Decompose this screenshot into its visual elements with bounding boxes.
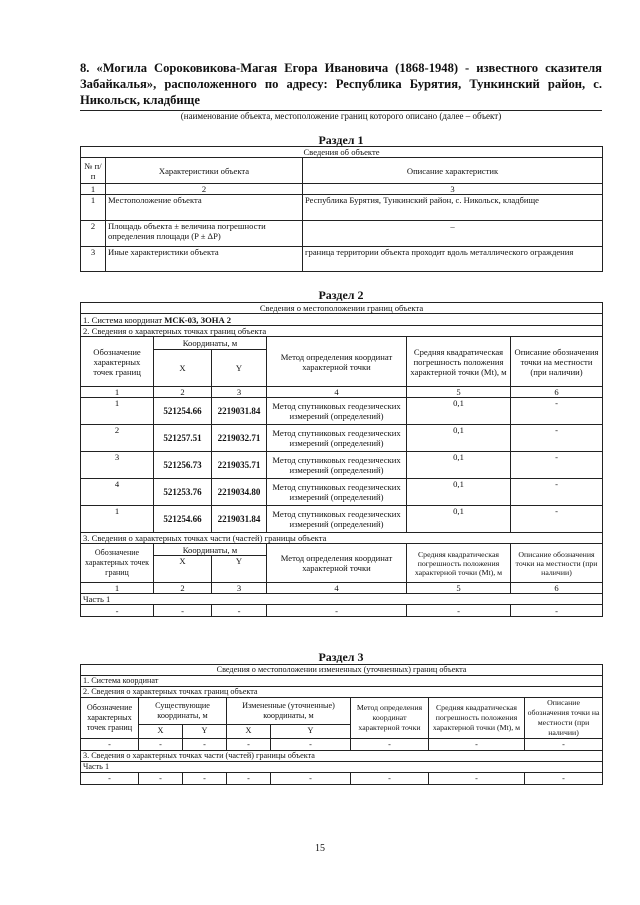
header-method: Метод определения координат характерной точки [267,337,407,387]
point-y: 2219034.80 [212,479,267,506]
point-id: 2 [81,425,154,452]
s3-header-description: Описание обозначения точки на местности (при наличии) [525,698,603,739]
points-label: 2. Сведения о характерных точках границ объекта [81,326,603,337]
section1-header-num: № п/п [81,158,106,184]
point-method: Метод спутниковых геодезических измерений (определений) [267,425,407,452]
point-id: 1 [81,506,154,533]
column-number: 1 [81,583,154,594]
s3-part-points-label: 3. Сведения о характерных точках части (частей) границы объекта [81,751,603,762]
point-mt: 0,1 [407,506,511,533]
coord-system-row [81,314,603,326]
part-header-coords: Координаты, м [154,544,267,556]
point-mt: 0,1 [407,425,511,452]
section2-table [80,302,603,617]
row-num: 2 [81,221,106,247]
s3-header-method: Метод определения координат характерной точки [351,698,429,739]
part-header-x: X [154,556,212,583]
column-number: 1 [81,387,154,398]
point-method: Метод спутниковых геодезических измерений (определений) [267,452,407,479]
row-num: 1 [81,195,106,221]
s3-header-x: X [227,724,271,738]
section1-table [80,146,603,272]
column-number: 6 [511,387,603,398]
s3-header-x: X [139,724,183,738]
point-method: Метод спутниковых геодезических измерений (определений) [267,506,407,533]
part-cell: - [81,605,154,617]
s3-header-accuracy: Средняя квадратическая погрешность положения характерной точки (Mt), м [429,698,525,739]
s3-part-cell: - [227,773,271,785]
table-row [81,479,603,506]
section3-points-label: 2. Сведения о характерных точках границ объекта [81,687,603,698]
s3-part-cell: - [139,773,183,785]
s3-cell: - [139,739,183,751]
section3-table [80,664,603,785]
row-description: граница территории объекта проходит вдоль металлического ограждения [303,247,603,272]
point-method: Метод спутниковых геодезических измерений (определений) [267,479,407,506]
row-num: 3 [81,247,106,272]
s3-cell: - [351,739,429,751]
s3-part-cell: - [183,773,227,785]
section2-caption: Сведения о местоположении границ объекта [81,303,603,314]
s3-cell: - [81,739,139,751]
column-number: 2 [154,387,212,398]
column-number: 4 [267,387,407,398]
table-row [81,739,603,751]
table-row [81,605,603,617]
object-heading: 8. «Могила Сороковикова-Магая Егора Ивановича (1868-1948) - известного сказителя Забайкалья», расположенного по адресу: Республика Бурятия, Тункинский район, с. Никольск, кладбище [80,61,602,107]
s3-cell: - [227,739,271,751]
page-number: 15 [315,843,325,854]
header-description: Описание обозначения точки на местности (при наличии) [511,337,603,387]
section3-title: Раздел 3 [318,650,364,664]
row-characteristic: Площадь объекта ± величина погрешности определения площади (P ± ΔP) [106,221,303,247]
table-row [81,221,603,247]
point-x: 521254.66 [154,506,212,533]
part-cell: - [511,605,603,617]
point-desc: - [511,425,603,452]
point-y: 2219031.84 [212,506,267,533]
column-number: 4 [267,583,407,594]
s3-header-y: Y [183,724,227,738]
point-id: 4 [81,479,154,506]
column-number: 3 [212,583,267,594]
part-cell: - [212,605,267,617]
column-number: 3 [303,184,603,195]
header-coords: Координаты, м [154,337,267,350]
point-mt: 0,1 [407,479,511,506]
part-cell: - [407,605,511,617]
section2-title: Раздел 2 [318,288,364,302]
s3-header-existing: Существующие координаты, м [139,698,227,725]
point-x: 521253.76 [154,479,212,506]
part-header-method: Метод определения координат характерной точки [267,544,407,583]
table-row [81,452,603,479]
column-number: 5 [407,583,511,594]
part-header-description: Описание обозначения точки на местности (при наличии) [511,544,603,583]
column-number: 5 [407,387,511,398]
s3-part-cell: - [271,773,351,785]
s3-header-point: Обозначение характерных точек границ [81,698,139,739]
section1-title: Раздел 1 [318,133,364,147]
point-y: 2219031.84 [212,398,267,425]
point-desc: - [511,452,603,479]
section1-caption: Сведения об объекте [81,147,603,158]
s3-part-cell: - [351,773,429,785]
s3-cell: - [271,739,351,751]
s3-part-cell: - [525,773,603,785]
point-id: 1 [81,398,154,425]
column-number: 6 [511,583,603,594]
part-header-y: Y [212,556,267,583]
column-number: 1 [81,184,106,195]
header-x: X [154,350,212,387]
point-id: 3 [81,452,154,479]
row-characteristic: Местоположение объекта [106,195,303,221]
part-header-accuracy: Средняя квадратическая погрешность положения характерной точки (Mt), м [407,544,511,583]
s3-header-y: Y [271,724,351,738]
header-accuracy: Средняя квадратическая погрешность положения характерной точки (Mt), м [407,337,511,387]
s3-part-name: Часть 1 [81,762,603,773]
coord-system-value: МСК-03, ЗОНА 2 [164,314,232,325]
table-row [81,398,603,425]
point-mt: 0,1 [407,452,511,479]
s3-cell: - [525,739,603,751]
column-number: 2 [106,184,303,195]
point-desc: - [511,479,603,506]
s3-header-changed: Измененные (уточненные) координаты, м [227,698,351,725]
section3-caption: Сведения о местоположении измененных (уточненных) границ объекта [81,665,603,676]
header-y: Y [212,350,267,387]
header-point: Обозначение характерных точек границ [81,337,154,387]
point-y: 2219032.71 [212,425,267,452]
table-row [81,506,603,533]
part-header-point: Обозначение характерных точек границ [81,544,154,583]
coord-system-label: 1. Система координат [83,314,163,325]
point-y: 2219035.71 [212,452,267,479]
section1-header-description: Описание характеристик [303,158,603,184]
s3-part-cell: - [429,773,525,785]
table-row [81,425,603,452]
section1-header-characteristic: Характеристики объекта [106,158,303,184]
point-method: Метод спутниковых геодезических измерений (определений) [267,398,407,425]
point-desc: - [511,506,603,533]
table-row [81,773,603,785]
column-number: 2 [154,583,212,594]
column-number: 3 [212,387,267,398]
point-x: 521257.51 [154,425,212,452]
part-cell: - [154,605,212,617]
point-x: 521254.66 [154,398,212,425]
s3-cell: - [183,739,227,751]
row-description: – [303,221,603,247]
point-x: 521256.73 [154,452,212,479]
table-row [81,195,603,221]
part-name: Часть 1 [81,594,603,605]
heading-caption: (наименование объекта, местоположение границ которого описано (далее – объект) [180,111,502,121]
row-description: Республика Бурятия, Тункинский район, с. Никольск, кладбище [303,195,603,221]
point-mt: 0,1 [407,398,511,425]
point-desc: - [511,398,603,425]
part-points-label: 3. Сведения о характерных точках части (частей) границы объекта [81,533,603,544]
section3-coord-system-label: 1. Система координат [81,676,603,687]
part-cell: - [267,605,407,617]
table-row [81,247,603,272]
s3-cell: - [429,739,525,751]
row-characteristic: Иные характеристики объекта [106,247,303,272]
s3-part-cell: - [81,773,139,785]
